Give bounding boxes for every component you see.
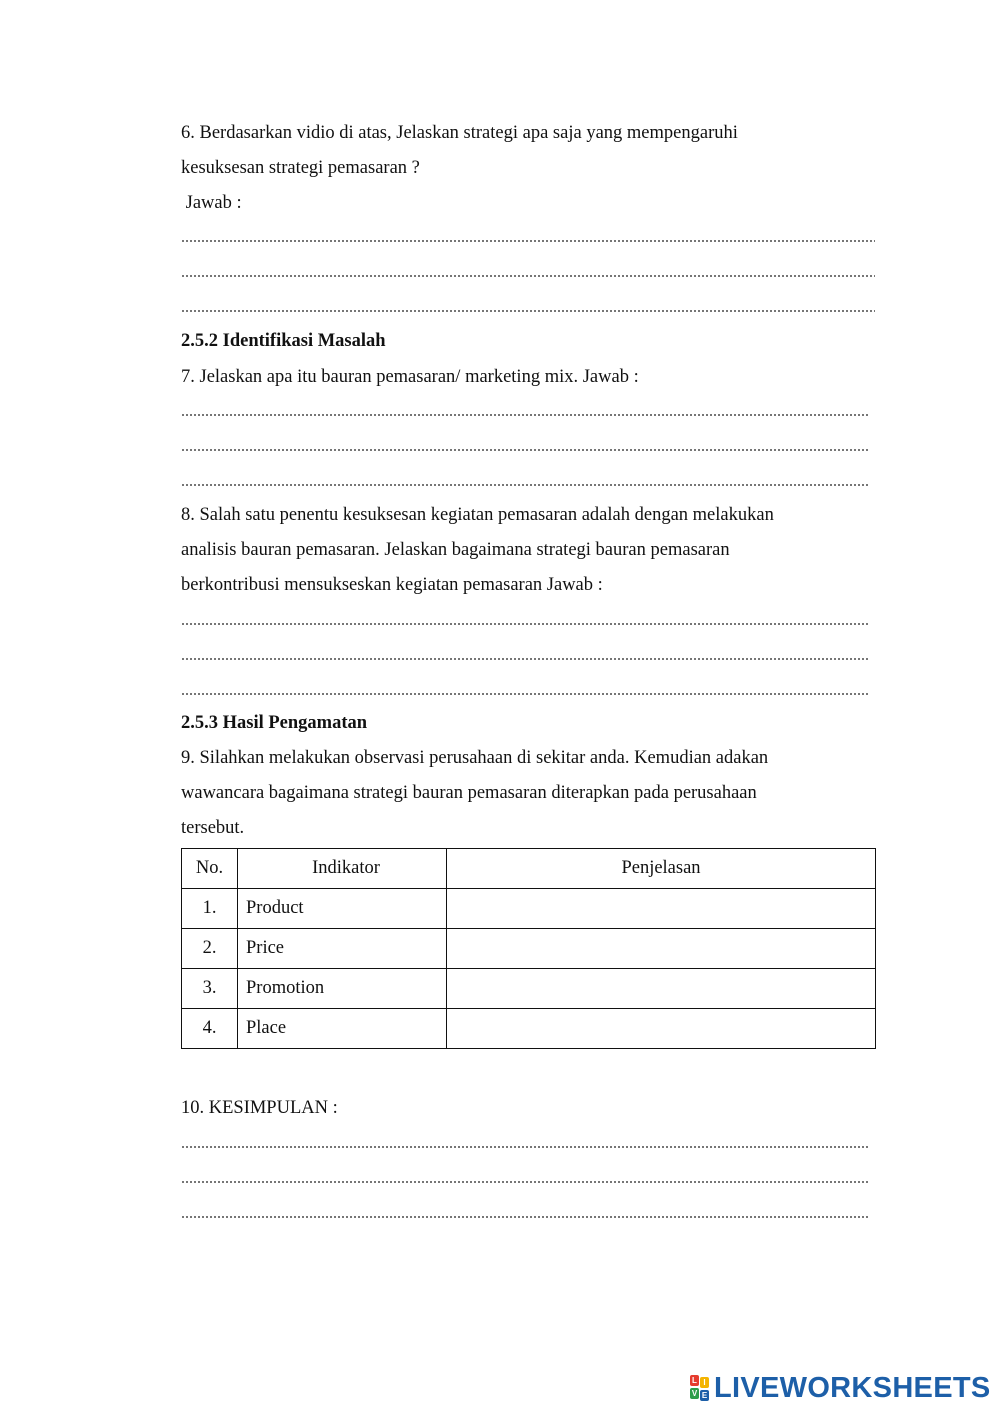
q6-answer-line-2[interactable] (181, 275, 875, 277)
table-row (182, 889, 876, 929)
liveworksheets-logo (690, 1373, 991, 1403)
table-header-row (182, 849, 876, 889)
row-explanation-cell[interactable] (447, 929, 876, 969)
row-indicator: Product (238, 889, 447, 929)
table-row (182, 1009, 876, 1049)
q6-answer-line-1[interactable] (181, 240, 875, 242)
q9-text-line2: wawancara bagaimana strategi bauran pemasaran diterapkan pada perusahaan (181, 783, 757, 803)
q9-text-line1: 9. Silahkan melakukan observasi perusahaan di sekitar anda. Kemudian adakan (181, 748, 769, 768)
section-heading-identifikasi: 2.5.2 Identifikasi Masalah (181, 331, 386, 351)
q10-answer-line-3[interactable] (181, 1216, 869, 1218)
row-indicator: Price (238, 929, 447, 969)
q7-answer-line-1[interactable] (181, 414, 869, 416)
row-explanation-cell[interactable] (447, 969, 876, 1009)
q9-text-line3: tersebut. (181, 818, 245, 838)
q10-title: 10. KESIMPULAN : (181, 1098, 338, 1118)
q8-answer-line-2[interactable] (181, 658, 869, 660)
q10-answer-line-1[interactable] (181, 1146, 869, 1148)
q7-text: 7. Jelaskan apa itu bauran pemasaran/ marketing mix. Jawab : (181, 367, 639, 387)
liveworksheets-logo-icon: L I V E (691, 1376, 708, 1400)
table-row (182, 969, 876, 1009)
table-row (182, 929, 876, 969)
q6-answer-label: Jawab : (181, 193, 242, 213)
logo-text: LIVEWORKSHEETS (714, 1371, 991, 1404)
observation-table (181, 848, 876, 1049)
q7-answer-line-3[interactable] (181, 484, 869, 486)
row-explanation-cell[interactable] (447, 889, 876, 929)
q8-answer-line-1[interactable] (181, 623, 869, 625)
q8-text-line2: analisis bauran pemasaran. Jelaskan bagaimana strategi bauran pemasaran (181, 540, 730, 560)
q6-answer-line-3[interactable] (181, 310, 875, 312)
header-explanation: Penjelasan (447, 849, 876, 889)
row-number: 4. (182, 1009, 238, 1049)
q6-text-line1: 6. Berdasarkan vidio di atas, Jelaskan strategi apa saja yang mempengaruhi (181, 123, 738, 143)
q8-answer-line-3[interactable] (181, 693, 869, 695)
row-indicator: Place (238, 1009, 447, 1049)
q10-answer-line-2[interactable] (181, 1181, 869, 1183)
row-indicator: Promotion (238, 969, 447, 1009)
row-number: 2. (182, 929, 238, 969)
header-no: No. (182, 849, 238, 889)
q6-text-line2: kesuksesan strategi pemasaran ? (181, 158, 420, 178)
q8-text-line1: 8. Salah satu penentu kesuksesan kegiatan pemasaran adalah dengan melakukan (181, 505, 774, 525)
row-explanation-cell[interactable] (447, 1009, 876, 1049)
q8-text-line3: berkontribusi mensukseskan kegiatan pemasaran Jawab : (181, 575, 603, 595)
section-heading-hasil-pengamatan: 2.5.3 Hasil Pengamatan (181, 713, 368, 733)
row-number: 3. (182, 969, 238, 1009)
row-number: 1. (182, 889, 238, 929)
q7-answer-line-2[interactable] (181, 449, 869, 451)
header-indicator: Indikator (238, 849, 447, 889)
